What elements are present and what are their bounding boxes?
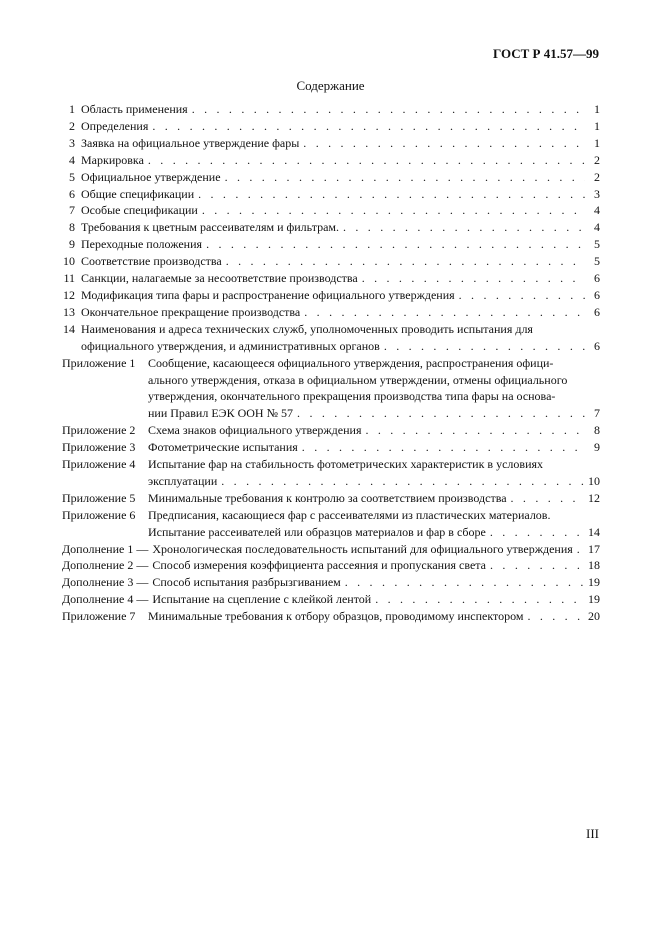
dot-leader [202,202,585,219]
appendix-label: Дополнение 1 — [62,541,149,556]
appendix-label: Дополнение 2 — [62,558,149,573]
dot-leader [226,253,585,270]
toc-appendix-entry [62,608,600,625]
entry-title-line: Минимальные требования к отбору образцов, проводимому инспектором [148,609,524,624]
section-number: 12 [63,287,75,302]
section-number: 4 [69,152,75,167]
appendix-label: Приложение 1 [62,355,136,370]
entry-title-line: Переходные положения [81,237,203,252]
section-number: 3 [69,135,75,150]
page-ref: 5 [594,254,600,269]
page-ref: 6 [594,287,600,302]
appendix-label: Приложение 3 [62,440,136,455]
section-number: 5 [69,169,75,184]
dot-leader [490,524,585,541]
entry-title-line: Общие спецификации [81,186,195,201]
page-ref: 3 [594,186,600,201]
page-ref: 1 [594,135,600,150]
toc-appendix-entry [62,422,600,439]
page-ref: 6 [594,304,600,319]
page-ref: 2 [594,169,600,184]
entry-title-line: Испытание фар на стабильность фотометрических характеристик в условиях [148,457,544,472]
page-ref: 1 [594,118,600,133]
toc-appendix-entry [62,574,600,591]
dot-leader [303,135,585,152]
page-ref: 7 [594,406,600,421]
table-of-contents [62,101,600,625]
entry-title-line: Соответствие производства [81,254,222,269]
toc-section-entry [62,219,600,236]
entry-title-line: Сообщение, касающееся официального утверждения, распространения офици- [148,355,554,370]
entry-title-line: Требования к цветным рассеивателям и фильтрам. [81,220,339,235]
dot-leader [297,405,585,422]
dot-leader [302,439,585,456]
toc-appendix-entry [62,557,600,574]
entry-title-line: Особые спецификации [81,203,198,218]
entry-title-line: Определения [81,118,149,133]
entry-title-line: Официальное утверждение [81,169,221,184]
page-ref: 17 [588,541,600,556]
toc-appendix-entry [62,490,600,507]
entry-title-line: Фотометрические испытания [148,440,298,455]
toc-appendix-entry [62,591,600,608]
page-ref: 19 [588,575,600,590]
appendix-label: Дополнение 4 — [62,592,149,607]
dot-leader [365,422,585,439]
entry-title-line: эксплуатации [148,473,218,488]
toc-section-entry [62,321,600,355]
entry-title-line: нии Правил ЕЭК ООН № 57 [148,406,294,421]
dot-leader [221,473,585,490]
entry-title-line: Минимальные требования к контролю за соответствием производства [148,490,507,505]
dot-leader [511,490,585,507]
entry-title-line: Наименования и адреса технических служб, уполномоченных проводить испытания для [81,321,533,336]
section-number: 13 [63,304,75,319]
dot-leader [343,219,585,236]
entry-title-line: официального утверждения, и административных органов [81,338,380,353]
entry-title-line: Окончательное прекращение производства [81,304,301,319]
toc-title: Содержание [296,78,365,93]
page-ref: 18 [588,558,600,573]
appendix-label: Приложение 6 [62,507,136,522]
dot-leader [152,118,585,135]
toc-appendix-entry [62,355,600,423]
toc-section-entry [62,135,600,152]
dot-leader [206,236,585,253]
toc-appendix-entry [62,456,600,490]
entry-title-line: Испытание рассеивателей или образцов материалов и фар в сборе [148,524,486,539]
toc-section-entry [62,169,600,186]
page-ref: 6 [594,338,600,353]
entry-title-line: Способ измерения коэффициента рассеяния и пропускания света [152,558,487,573]
toc-section-entry [62,287,600,304]
appendix-label: Приложение 5 [62,490,136,505]
toc-section-entry [62,236,600,253]
entry-title-line: Заявка на официальное утверждение фары [81,135,300,150]
entry-title-line: Санкции, налагаемые за несоответствие производства [81,271,358,286]
section-number: 6 [69,186,75,201]
toc-section-entry [62,304,600,321]
page-ref: 6 [594,271,600,286]
appendix-label: Приложение 7 [62,609,136,624]
dot-leader [362,270,585,287]
page-ref: 4 [594,203,600,218]
entry-title-line: ального утверждения, отказа в официальном утверждении, отмены официального [148,372,568,387]
appendix-label: Дополнение 3 — [62,575,149,590]
dot-leader [304,304,585,321]
page-ref: 5 [594,237,600,252]
toc-section-entry [62,152,600,169]
appendix-label: Приложение 4 [62,457,136,472]
dot-leader [148,152,585,169]
dot-leader [459,287,585,304]
section-number: 10 [63,254,75,269]
section-number: 2 [69,118,75,133]
dot-leader [384,338,585,355]
entry-title-line: Область применения [81,102,188,116]
page-ref: 12 [588,490,600,505]
section-number: 14 [63,321,75,336]
toc-section-entry [62,186,600,203]
page-ref: 10 [588,473,600,488]
page-ref: 14 [588,524,600,539]
section-number: 1 [69,102,75,116]
entry-title-line: Хронологическая последовательность испытаний для официального утверждения [152,541,573,556]
entry-title-line: Схема знаков официального утверждения [148,423,362,438]
section-number: 9 [69,237,75,252]
dot-leader [577,541,585,558]
page-ref: 4 [594,220,600,235]
toc-appendix-entry [62,541,600,558]
page-ref: 8 [594,423,600,438]
dot-leader [345,574,585,591]
dot-leader [375,591,585,608]
entry-title-line: Способ испытания разбрызгиванием [152,575,341,590]
toc-section-entry [62,101,600,118]
toc-appendix-entry [62,507,600,541]
entry-title-line: утверждения, окончательного прекращения производства типа фары на основа- [148,389,556,404]
page-ref: 2 [594,152,600,167]
section-number: 11 [63,271,75,286]
page-number: III [586,826,599,841]
dot-leader [225,169,585,186]
toc-section-entry [62,270,600,287]
entry-title-line: Испытание на сцепление с клейкой лентой [152,592,372,607]
document-code: ГОСТ Р 41.57—99 [493,46,599,61]
dot-leader [527,608,585,625]
page-ref: 9 [594,440,600,455]
page-ref: 20 [588,609,600,624]
section-number: 7 [69,203,75,218]
toc-section-entry [62,253,600,270]
dot-leader [198,186,585,203]
page-ref: 19 [588,592,600,607]
toc-section-entry [62,118,600,135]
appendix-label: Приложение 2 [62,423,136,438]
section-number: 8 [69,220,75,235]
entry-title-line: Модификация типа фары и распространение официального утверждения [81,287,455,302]
page-ref: 1 [594,102,600,116]
entry-title-line: Предписания, касающиеся фар с рассеивателями из пластических материалов. [148,507,551,522]
dot-leader [192,101,585,118]
toc-appendix-entry [62,439,600,456]
entry-title-line: Маркировка [81,152,144,167]
dot-leader [490,557,585,574]
toc-section-entry [62,202,600,219]
